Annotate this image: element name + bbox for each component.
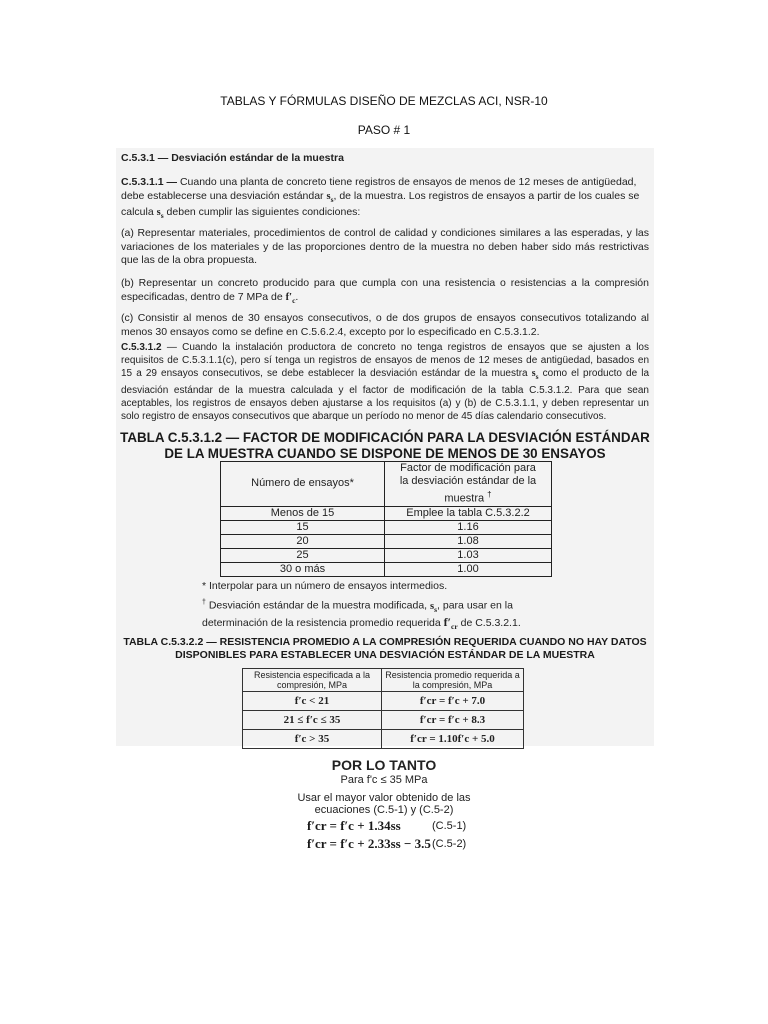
step-title: PASO # 1: [357, 123, 411, 137]
fc-symbol: $f'_c$: [285, 291, 296, 305]
column-header: Resistencia promedio requerida a la compresión, MPa: [382, 669, 524, 692]
table-cell: 21 ≤ f′c ≤ 35: [243, 711, 382, 730]
paragraph-text: debe establecerse una desviación estándar: [121, 189, 324, 202]
table-cell: 1.00: [385, 562, 552, 576]
paragraph-text: , de la muestra. Los registros de ensayos a partir de los cuales se: [333, 189, 640, 202]
table-header-row: [243, 669, 524, 692]
table-header-row: [221, 462, 552, 507]
conclusion-instruction: ecuaciones (C.5-1) y (C.5-2): [314, 804, 454, 816]
ss-symbol: $s_s$: [156, 207, 164, 221]
condition-b: (b) Representar un concreto producido para que cumpla con una resistencia o resistencias a la compresión especificadas, dentro de 7 MPa de $f'_c$.: [121, 277, 649, 305]
equation-c51: f′cr = f′c + 1.34ss: [307, 818, 401, 833]
required-strength-table: [242, 668, 524, 749]
ss-symbol: $s_s$: [531, 368, 539, 382]
table-cell: 20: [221, 534, 385, 548]
table-note: determinación de la resistencia promedio requerida $f'_{cr}$ de C.5.3.2.1.: [202, 615, 521, 631]
table-cell: Menos de 15: [221, 506, 385, 520]
table-cell: 30 o más: [221, 562, 385, 576]
condition-a: (a) Representar materiales, procedimientos de control de calidad y condiciones similares a las esperadas, y las variaciones de los materiales y de las proporciones dentro de la muestra no deben haber sido más restrictivas que las de la obra propuesta.: [121, 227, 649, 267]
table-row: [221, 534, 552, 548]
table1-title-line1: TABLA C.5.3.1.2 — FACTOR DE MODIFICACIÓN PARA LA DESVIACIÓN ESTÁNDAR: [120, 430, 650, 445]
table-cell: 1.03: [385, 548, 552, 562]
conclusion-instruction: Usar el mayor valor obtenido de las: [297, 792, 471, 804]
column-header: Factor de modificación para la desviación estándar de la muestra †: [385, 462, 552, 507]
paragraph-c5312: [121, 341, 649, 423]
paragraph-c5311: [121, 176, 649, 223]
modification-factor-table: [220, 461, 552, 577]
table-cell: f′c > 35: [243, 730, 382, 749]
table-row: [221, 506, 552, 520]
equation-c52: f′cr = f′c + 2.33ss − 3.5: [307, 836, 431, 851]
table-cell: 1.16: [385, 520, 552, 534]
conclusion-heading: POR LO TANTO: [331, 757, 437, 773]
paragraph-text: — Cuando la instalación productora de concreto no tenga registros de ensayos que se ajusten a los requisitos de C.5.3.1.1(c), pero sí tenga un registros de ensayos de menos de 12 meses de antigüedad, basados en 15 a 29 ensayos consecutivos, se debe establecer la desviación estándar de la muestra: [121, 342, 649, 380]
table-row: [243, 692, 524, 711]
table-cell: 15: [221, 520, 385, 534]
table2-title-line2: DISPONIBLES PARA ESTABLECER UNA DESVIACIÓN ESTÁNDAR DE LA MUESTRA: [175, 649, 595, 661]
table-row: [243, 730, 524, 749]
paragraph-text: deben cumplir las siguientes condiciones:: [166, 206, 361, 219]
table-cell: f′cr = f′c + 8.3: [382, 711, 524, 730]
table-row: [221, 548, 552, 562]
tables-excerpt: [116, 424, 654, 746]
table-cell: 25: [221, 548, 385, 562]
column-header: Número de ensayos*: [221, 462, 385, 507]
clause-number: C.5.3.1.2: [121, 342, 162, 353]
paragraph-text: como el producto de la desviación estándar de la muestra calculada y el factor de modificación de la tabla C.5.3.1.2. Para que sean aceptables, los registros de ensayos deben ajustarse a los requisitos (a) y (b) de C.5.3.1.1, y deben representar un solo registro de ensayos consecutivos que abarque un período no menor de 45 días calendario consecutivos.: [121, 368, 650, 423]
equation-label: (C.5-2): [432, 838, 467, 850]
table-row: [221, 562, 552, 576]
table2-title-line1: TABLA C.5.3.2.2 — RESISTENCIA PROMEDIO A LA COMPRESIÓN REQUERIDA CUANDO NO HAY DATOS: [123, 636, 647, 648]
column-header: Resistencia especificada a la compresión, MPa: [243, 669, 382, 692]
paragraph-text: Cuando una planta de concreto tiene registros de ensayos de menos de 12 meses de antigüedad,: [177, 176, 637, 188]
table-cell: Emplee la tabla C.5.3.2.2: [385, 506, 552, 520]
clause-number: C.5.3.1.1 —: [121, 176, 178, 188]
table-note: * Interpolar para un número de ensayos intermedios.: [202, 580, 448, 592]
paragraph-text: (b) Representar un concreto producido para que cumpla con una resistencia o resistencias a la compresión especificadas, dentro de 7 MPa de: [121, 277, 649, 303]
table-row: [243, 711, 524, 730]
table-note: † Desviación estándar de la muestra modificada, $s_s$, para usar en la: [202, 599, 513, 614]
code-excerpt: [116, 148, 654, 424]
table-row: [221, 520, 552, 534]
document-title: TABLAS Y FÓRMULAS DISEÑO DE MEZCLAS ACI, NSR-10: [220, 94, 548, 108]
paragraph-text: calcula: [121, 206, 154, 219]
conclusion-condition: Para f'c ≤ 35 MPa: [340, 774, 428, 786]
table-cell: f′cr = 1.10f′c + 5.0: [382, 730, 524, 749]
table-cell: f′cr = f′c + 7.0: [382, 692, 524, 711]
table-cell: f′c < 21: [243, 692, 382, 711]
table1-title-line2: DE LA MUESTRA CUANDO SE DISPONE DE MENOS DE 30 ENSAYOS: [164, 446, 606, 461]
condition-c: (c) Consistir al menos de 30 ensayos consecutivos, o de dos grupos de ensayos consecutivos totalizando al menos 30 ensayos como se define en C.5.6.2.4, excepto por lo especificado en C.5.3.1.2.: [121, 312, 649, 338]
ss-symbol: $s_s$: [326, 190, 334, 204]
table-cell: 1.08: [385, 534, 552, 548]
equation-label: (C.5-1): [432, 820, 467, 832]
section-heading: C.5.3.1 — Desviación estándar de la muestra: [121, 152, 344, 164]
